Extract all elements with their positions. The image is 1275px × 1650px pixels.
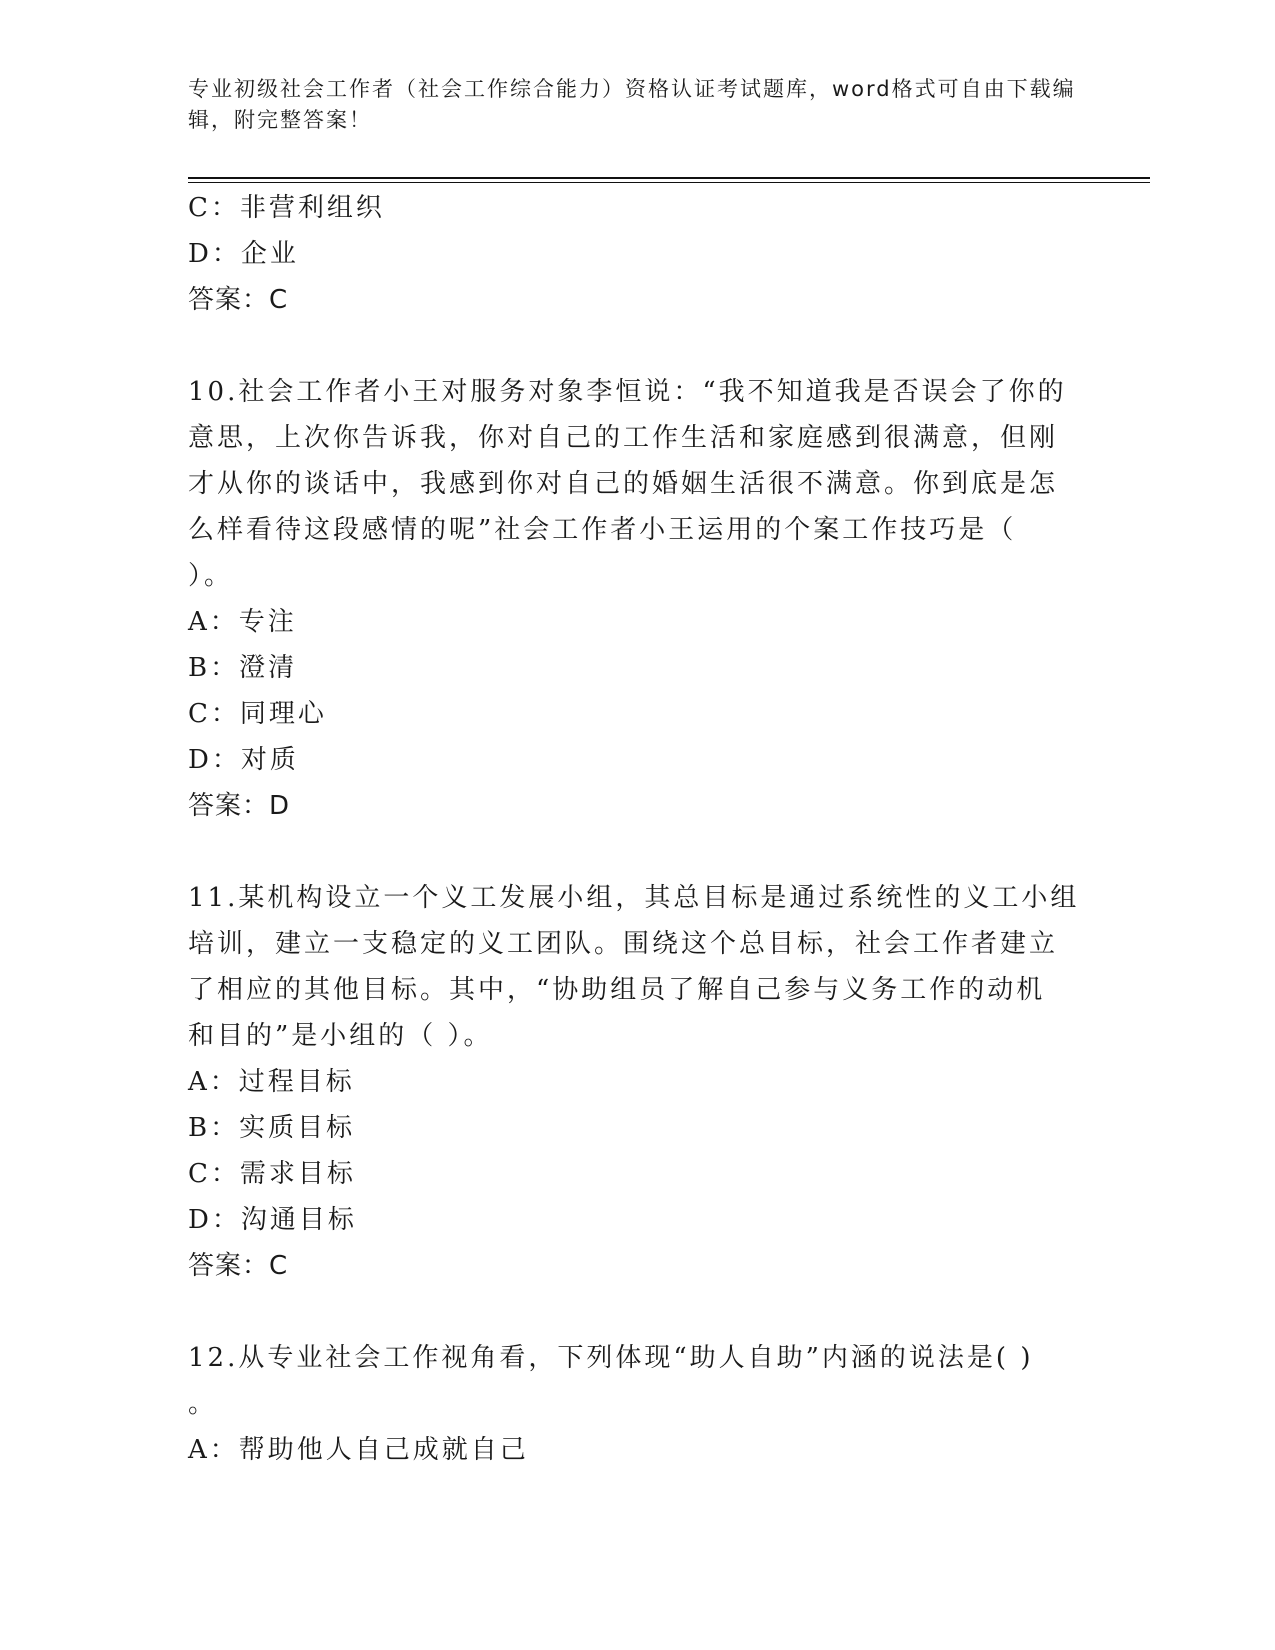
q11-stem-line-3: 了相应的其他目标。其中，“协助组员了解自己参与义务工作的动机 bbox=[188, 975, 1046, 1005]
q12-stem-line-1: 12.从专业社会工作视角看，下列体现“助人自助”内涵的说法是( ) bbox=[188, 1343, 1034, 1373]
q11-option-c: C：需求目标 bbox=[188, 1159, 356, 1189]
q10-stem-line-4: 么样看待这段感情的呢”社会工作者小王运用的个案工作技巧是（ bbox=[188, 515, 1017, 545]
header-rule-thick bbox=[188, 177, 1150, 179]
q10-option-a: A：专注 bbox=[188, 607, 297, 637]
q12-option-a: A：帮助他人自己成就自己 bbox=[188, 1435, 529, 1465]
q11-stem-line-4: 和目的”是小组的（ ）。 bbox=[188, 1021, 493, 1051]
q11-option-d: D：沟通目标 bbox=[188, 1205, 357, 1235]
option-d-prev: D：企业 bbox=[188, 239, 299, 269]
q10-stem-line-3: 才从你的谈话中，我感到你对自己的婚姻生活很不满意。你到底是怎 bbox=[188, 469, 1059, 499]
q11-option-b: B：实质目标 bbox=[188, 1113, 356, 1143]
q11-stem-line-2: 培训，建立一支稳定的义工团队。围绕这个总目标，社会工作者建立 bbox=[188, 929, 1059, 959]
q10-answer: 答案：D bbox=[188, 791, 291, 821]
q10-option-b: B：澄清 bbox=[188, 653, 298, 683]
q10-option-d: D：对质 bbox=[188, 745, 299, 775]
q10-stem-line-5: ）。 bbox=[188, 561, 234, 591]
q10-stem-line-2: 意思，上次你告诉我，你对自己的工作生活和家庭感到很满意，但刚 bbox=[188, 423, 1059, 453]
q10-option-c: C：同理心 bbox=[188, 699, 327, 729]
q11-option-a: A：过程目标 bbox=[188, 1067, 355, 1097]
answer-prev: 答案：C bbox=[188, 285, 289, 315]
q11-stem-line-1: 11.某机构设立一个义工发展小组，其总目标是通过系统性的义工小组 bbox=[188, 883, 1080, 913]
header-rule-thin bbox=[188, 182, 1150, 183]
q10-stem-line-1: 10.社会工作者小王对服务对象李恒说：“我不知道我是否误会了你的 bbox=[188, 377, 1067, 407]
document-header: 专业初级社会工作者（社会工作综合能力）资格认证考试题库，word格式可自由下载编辑，附完整答案！ bbox=[188, 77, 1076, 132]
option-c-prev: C：非营利组织 bbox=[188, 193, 385, 223]
q11-answer: 答案：C bbox=[188, 1251, 289, 1281]
q12-stem-line-2: 。 bbox=[188, 1389, 218, 1419]
